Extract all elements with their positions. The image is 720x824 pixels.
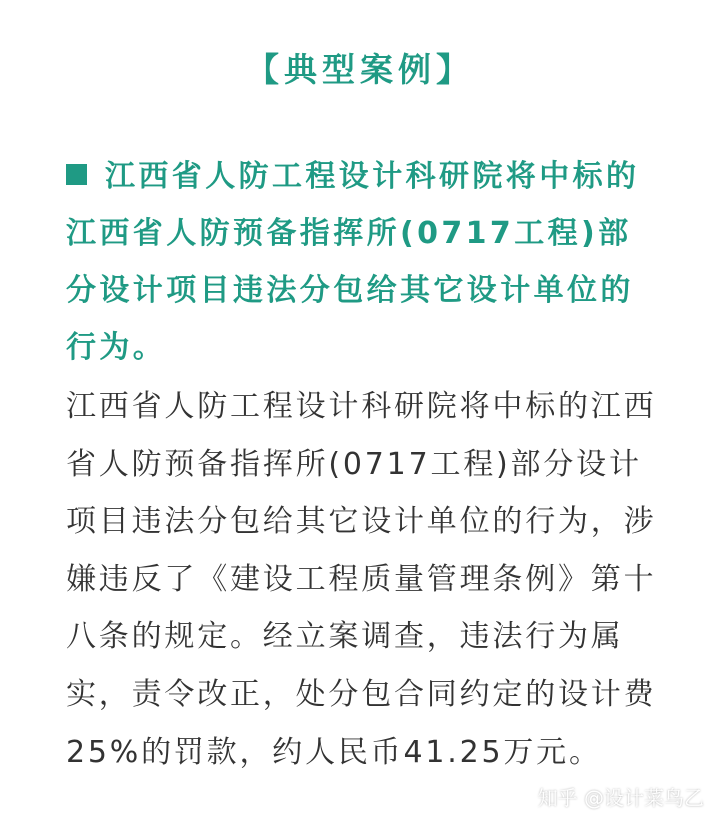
case-heading-text: 江西省人防工程设计科研院将中标的江西省人防预备指挥所(0717工程)部分设计项目违法分包给其它设计单位的行为。 [66, 159, 640, 365]
section-title: 【典型案例】 [246, 50, 474, 89]
square-bullet-icon [66, 164, 87, 185]
watermark: 知乎 @设计菜鸟乙 [537, 786, 704, 810]
case-heading [66, 148, 658, 376]
case-body: 江西省人防工程设计科研院将中标的江西省人防预备指挥所(0717工程)部分设计项目违法分包给其它设计单位的行为，涉嫌违反了《建设工程质量管理条例》第十八条的规定。经立案调查，违法行为属实，责令改正，处分包合同约定的设计费25%的罚款，约人民币41.25万元。 [66, 389, 657, 770]
